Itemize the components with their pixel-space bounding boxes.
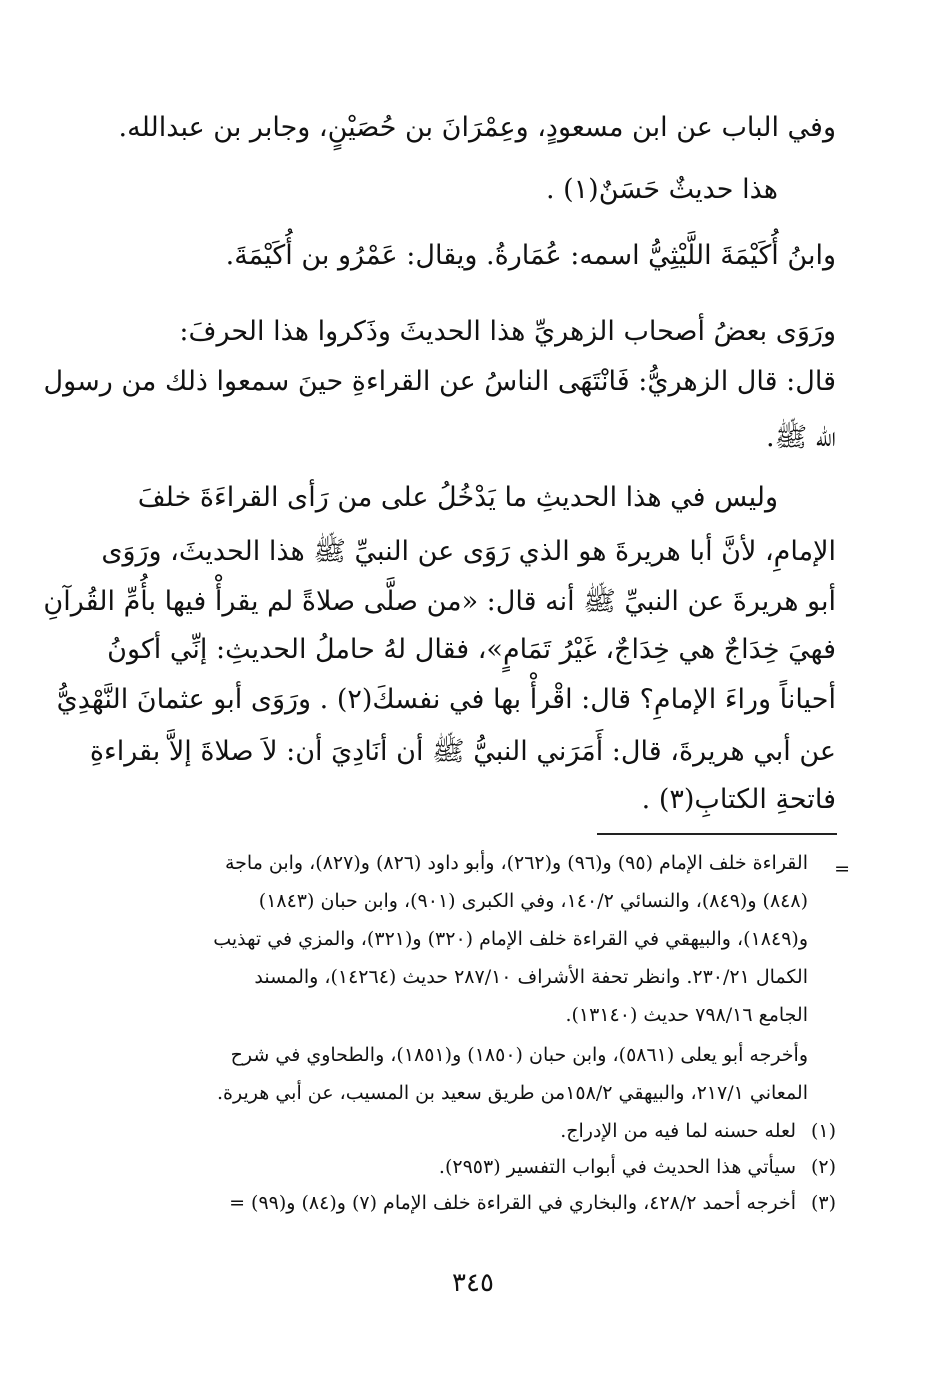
footnote-continuation-line-3: و(١٨٤٩)، والبيهقي في القراءة خلف الإمام (٣٢٠) و(٣٢١)، والمزي في تهذيب	[213, 928, 808, 950]
body-line-7: وليس في هذا الحديثِ ما يَدْخُلُ على من رَأى القراءَةَ خلفَ	[137, 482, 778, 513]
footnote-number-2: (٢)	[810, 1156, 836, 1178]
footnote-number-1: (١)	[810, 1120, 836, 1142]
page-number: ٣٤٥	[452, 1268, 494, 1298]
footnote-text-2: سيأتي هذا الحديث في أبواب التفسير (٢٩٥٣).	[438, 1156, 796, 1178]
body-line-3: وابنُ أُكَيْمَةَ اللَّيْثِيُّ اسمه: عُمَارةُ. ويقال: عَمْرُو بن أُكَيْمَةَ.	[225, 240, 836, 271]
body-line-9: أبو هريرةَ عن النبيِّ ﷺ أنه قال: «من صلَّى صلاةً لم يقرأْ فيها بأُمِّ القُرآنِ	[43, 586, 836, 617]
footnote-text-3: أخرجه أحمد ٤٢٨/٢، والبخاري في القراءة خلف الإمام (٧) و(٨٤) و(٩٩) =	[229, 1192, 796, 1214]
body-line-13: فاتحةِ الكتابِ(٣) .	[641, 784, 836, 815]
footnote-separator	[597, 833, 837, 835]
footnote-continuation-line-5: الجامع ٧٩٨/١٦ حديث (١٣١٤٠).	[565, 1004, 808, 1026]
footnote-continuation-line-4: الكمال ٢٣٠/٢١. وانظر تحفة الأشراف ٢٨٧/١٠ حديث (١٤٢٦٤)، والمسند	[254, 966, 808, 988]
footnote-continuation-line-1: القراءة خلف الإمام (٩٥) و(٩٦) و(٢٦٢)، وأبو داود (٨٢٦) و(٨٢٧)، وابن ماجة	[224, 852, 808, 874]
footnote-number-3: (٣)	[810, 1192, 836, 1214]
body-line-6: الله ﷺ.	[766, 422, 836, 453]
footnote-continuation-line-7: المعاني ٢١٧/١، والبيهقي ١٥٨/٢من طريق سعيد بن المسيب، عن أبي هريرة.	[217, 1082, 808, 1104]
body-line-5: قال: قال الزهريُّ: فَانْتَهَى الناسُ عن القراءةِ حينَ سمعوا ذلك من رسول	[43, 366, 836, 397]
body-line-11: أحياناً وراءَ الإمامِ؟ قال: اقْرأْ بها في نفسكَ(٢) . ورَوَى أبو عثمانَ النَّهْدِيُّ	[56, 684, 836, 715]
body-line-8: الإمامِ، لأنَّ أبا هريرةَ هو الذي رَوَى عن النبيِّ ﷺ هذا الحديثَ، ورَوَى	[101, 536, 836, 567]
body-line-1: وفي الباب عن ابن مسعودٍ، وعِمْرَانَ بن حُصَيْنٍ، وجابر بن عبدالله.	[118, 112, 836, 143]
footnote-continuation-line-6: وأخرجه أبو يعلى (٥٨٦١)، وابن حبان (١٨٥٠) و(١٨٥١)، والطحاوي في شرح	[230, 1044, 808, 1066]
body-line-10: فهيَ خِدَاجٌ هي خِدَاجٌ، غَيْرُ تَمَامٍ»، فقال لهُ حاملُ الحديثِ: إنِّي أكونُ	[107, 634, 836, 665]
body-line-4: ورَوَى بعضُ أصحاب الزهريِّ هذا الحديثَ وذَكروا هذا الحرفَ:	[179, 316, 836, 347]
body-line-2: هذا حديثٌ حَسَنٌ(١) .	[545, 174, 778, 205]
footnote-continuation-line-2: (٨٤٨) و(٨٤٩)، والنسائي ١٤٠/٢، وفي الكبرى (٩٠١)، وابن حبان (١٨٤٣)	[258, 890, 808, 912]
footnote-continuation-marker: =	[834, 858, 850, 880]
body-line-12: عن أبي هريرةَ، قال: أَمَرَني النبيُّ ﷺ أن أنَادِيَ أن: لاَ صلاةَ إلاَّ بقراءةِ	[89, 736, 836, 767]
footnote-text-1: لعله حسنه لما فيه من الإدراج.	[560, 1120, 796, 1142]
